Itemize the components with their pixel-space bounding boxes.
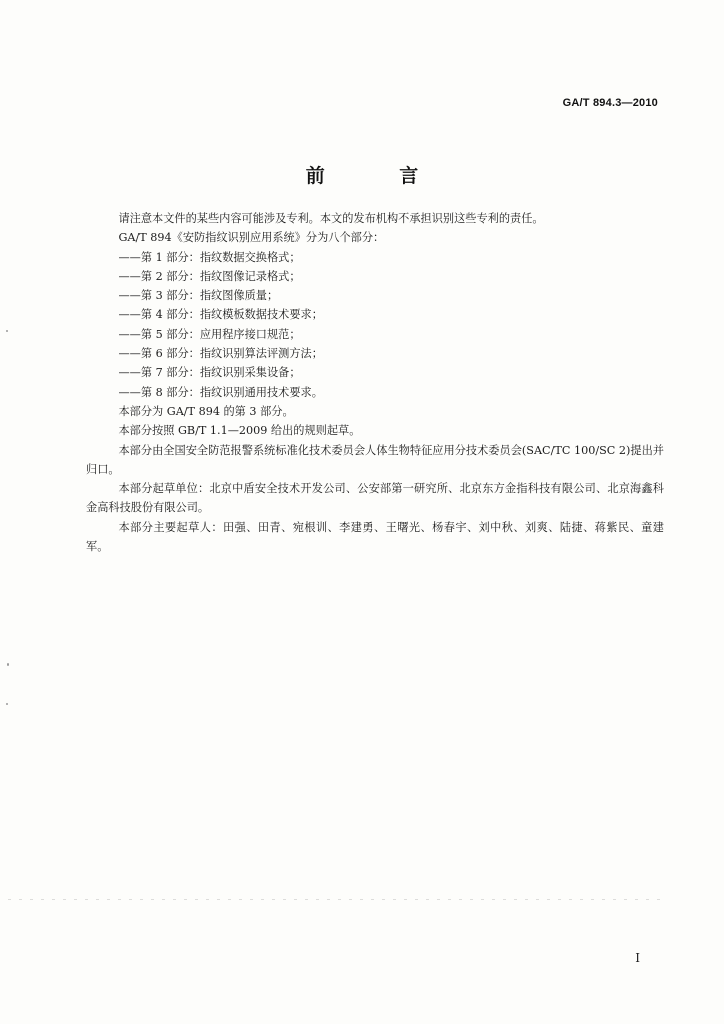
drafting-rules: 本部分按照 GB/T 1.1—2009 给出的规则起草。 (118, 424, 361, 438)
part-list-item: ——第 3 部分：指纹图像质量； (118, 289, 279, 303)
part-list-item: ——第 4 部分：指纹模板数据技术要求； (118, 308, 323, 322)
parts-intro: GA/T 894《安防指纹识别应用系统》分为八个部分： (118, 231, 385, 245)
drafting-units: 本部分起草单位：北京中盾安全技术开发公司、公安部第一研究所、北京东方金指科技有限公司、北京海鑫科金高科技股份有限公司。 (86, 482, 664, 515)
this-part-statement: 本部分为 GA/T 894 的第 3 部分。 (118, 404, 294, 418)
drafters-list: 本部分主要起草人：田强、田青、宛根训、李建勇、王曙光、杨春宇、刘中秋、刘爽、陆捷、蒋紫民、童建军。 (86, 520, 664, 554)
part-list-item: ——第 2 部分：指纹图像记录格式； (118, 269, 301, 283)
scan-artifact-line (8, 899, 668, 900)
page-title: 前 言 (305, 165, 453, 187)
part-list-item: ——第 5 部分：应用程序接口规范； (118, 327, 301, 341)
proposer-statement: 本部分由全国安全防范报警系统标准化技术委员会人体生物特征应用分技术委员会(SAC/TC 100/SC 2)提出并归口。 (86, 443, 664, 476)
patent-notice: 请注意本文件的某些内容可能涉及专利。本文的发布机构不承担识别这些专利的责任。 (118, 212, 544, 225)
part-list-item: ——第 8 部分：指纹识别通用技术要求。 (118, 385, 323, 399)
part-list-item: ——第 1 部分：指纹数据交换格式； (118, 250, 301, 264)
scan-speck (6, 703, 8, 705)
document-code: GA/T 894.3—2010 (562, 97, 658, 109)
page-number: I (635, 951, 640, 965)
part-list-item: ——第 7 部分：指纹识别采集设备； (118, 366, 301, 380)
scan-speck (7, 663, 9, 666)
part-list-item: ——第 6 部分：指纹识别算法评测方法； (118, 347, 323, 361)
foreword-body (86, 209, 664, 556)
scan-speck (6, 330, 8, 332)
